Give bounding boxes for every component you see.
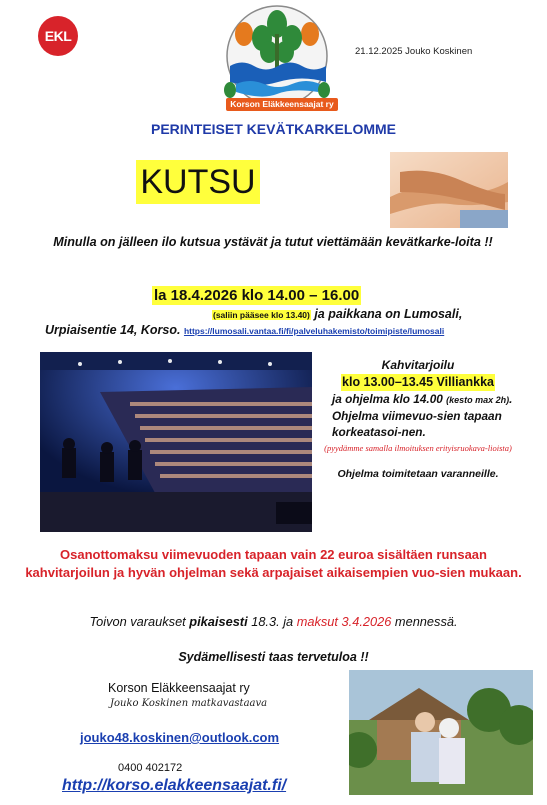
hall-opens: (saliin pääsee klo 13.40) [213,310,310,320]
reserve-note: Ohjelma toimitetaan varanneille. [337,468,499,480]
phone-number: 0400 402172 [118,762,183,774]
intro-text: Minulla on jälleen ilo kutsua ystävät ja tutut viettämään kevätkarke-loita !! [53,235,493,249]
coffee-title: Kahvitarjoilu [381,358,455,372]
reservation-text [0,614,547,629]
event-subtitle: PERINTEISET KEVÄTKARKELOMME [150,121,396,137]
place-line-1 [212,307,462,321]
coffee-block [318,357,518,480]
reserve-a: Toivon varaukset [89,614,190,629]
coffee-time: klo 13.00–13.45 Villiankka [342,375,494,389]
ekl-logo [38,16,78,56]
diet-note: (pyydämme samalla ilmoituksen erityisruokava-lioista) [324,443,512,453]
date-author: 21.12.2025 Jouko Koskinen [355,46,473,57]
event-date: la 18.4.2026 klo 14.00 – 16.00 [154,287,360,304]
place-line-2 [45,323,444,337]
signature-org: Korson Eläkkeensaajat ry [108,681,250,695]
reserve-c: 18.3. ja [247,614,297,629]
reserve-e: mennessä. [391,614,458,629]
program-text [332,391,518,440]
program-duration: (kesto max 2h) [446,395,510,405]
lumosali-link[interactable]: https://lumosali.vantaa.fi/fi/palveluhakemisto/toimipiste/lumosali [183,326,445,336]
signature-script: Jouko Koskinen matkavastaava [110,698,268,709]
program-b: . Ohjelma viimevuo-sien tapaan korkeatasoi-nen. [332,392,513,439]
couple-photo [349,670,533,795]
reserve-b: pikaisesti [189,614,248,629]
program-a: ja ohjelma klo 14.00 [332,392,447,406]
ekl-logo-text: EKL [44,28,72,44]
address: Urpiaisentie 14, Korso. [45,323,181,337]
fee-text: Osanottomaksu viimevuoden tapaan vain 22 euroa sisältäen runsaan kahvitarjoilun ja hyvän ohjelman sekä arpajaiset aikaisempien vuo-sien mukaan. [25,547,522,580]
reserve-d: maksut 3.4.2026 [296,614,392,629]
kutsu-heading: KUTSU [136,160,260,204]
welcome-text: Sydämellisesti taas tervetuloa !! [178,650,369,664]
place-suffix: ja paikkana on Lumosali, [310,307,463,321]
website-link[interactable]: http://korso.elakkeensaajat.fi/ [62,777,287,794]
club-banner: Korson Eläkkeensaajat ry [226,98,338,111]
concert-photo [40,352,312,532]
email-link[interactable]: jouko48.koskinen@outlook.com [80,730,280,745]
hands-photo [390,152,508,228]
